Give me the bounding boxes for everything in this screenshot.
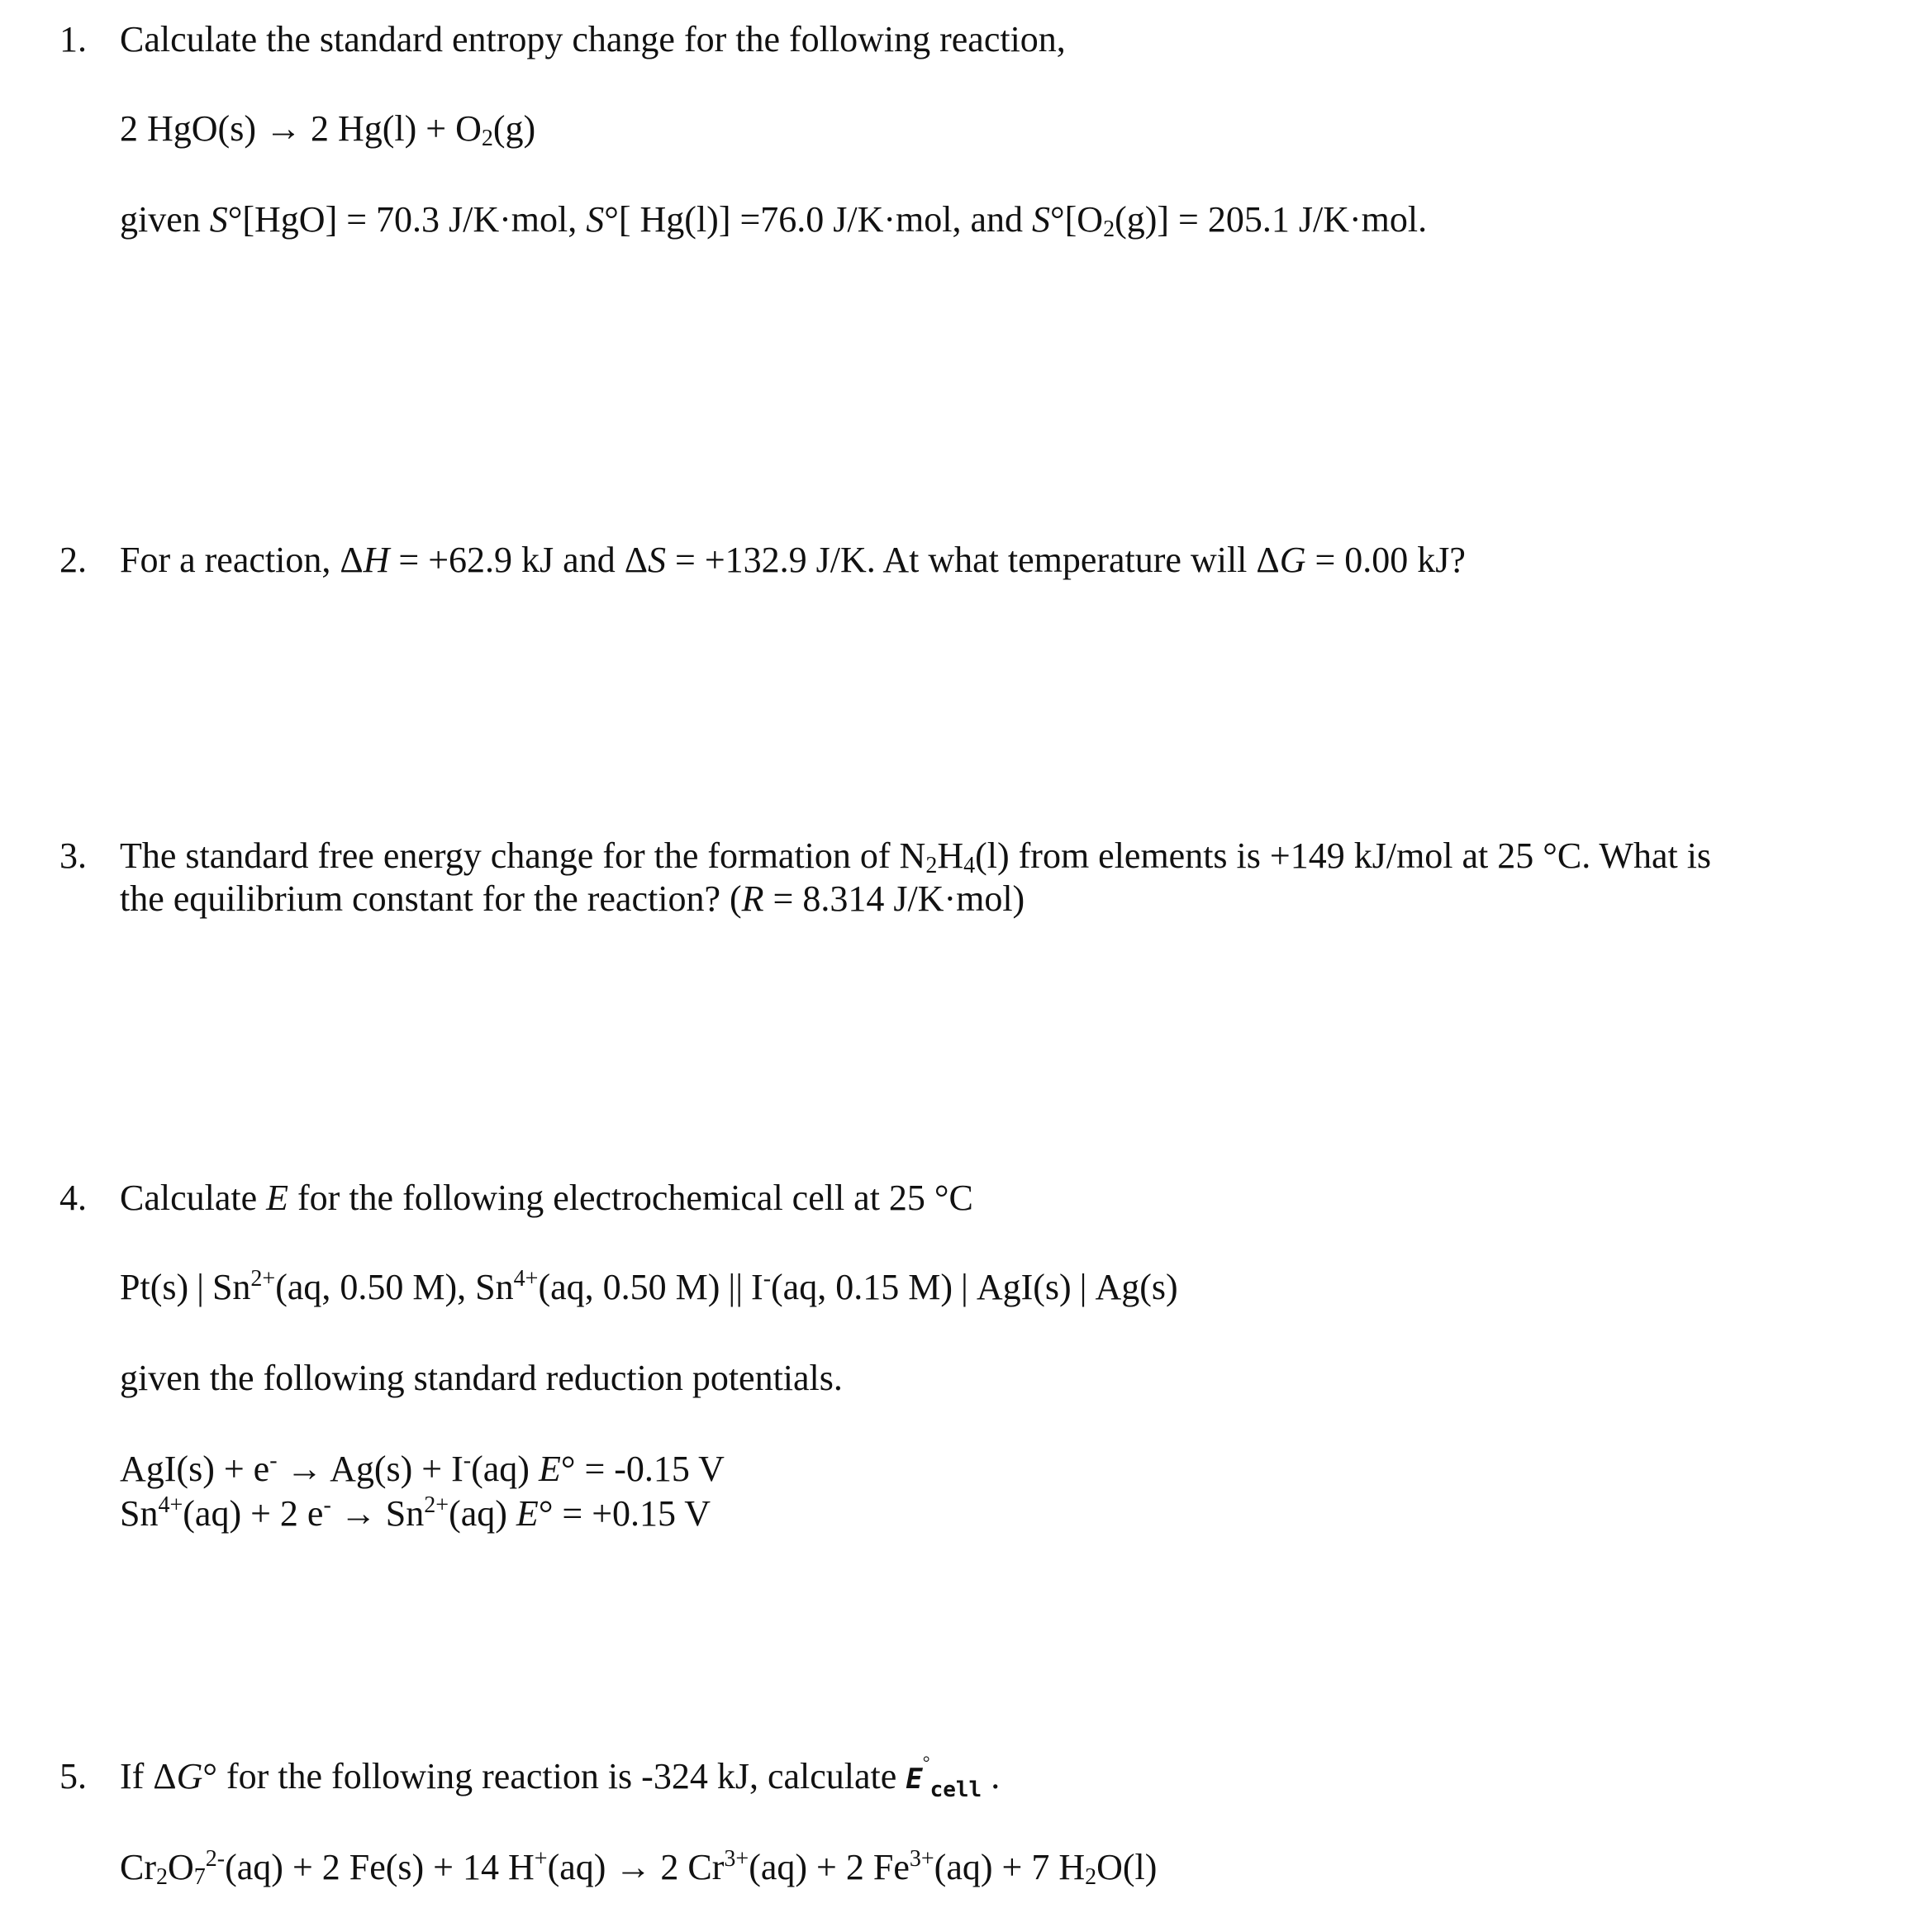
q5-reaction: $Cr_2O_7^{2-}(aq) + 2$ Fe(s) + 14 H+(aq) → 2 $Cr^{3+}(aq) + 2$ $Fe^{3+}(aq) + 7$ $H_2O(l)$ <box>120 1846 1158 1890</box>
q5-number: 5. <box>59 1756 87 1796</box>
q4-half-reaction-1: AgI(s) + e- → Ag(s) + I-(aq) E° = -0.15 V <box>120 1448 725 1489</box>
q2-number: 2. <box>59 540 87 580</box>
q4-half-reaction-2: $Sn^{4+}(aq) + 2$ $e^- \to Sn^{2+}(aq) E^\circ = +0.15$ V <box>120 1492 711 1534</box>
ecell-symbol: $E^\circ_{cell}$ <box>906 1752 982 1802</box>
q4-prompt: Calculate E for the following electrochemical cell at 25 °C <box>120 1178 973 1218</box>
q4-number: 4. <box>59 1178 87 1218</box>
q1-given-values: given S°[HgO] = 70.3 J/K·mol, S°[ Hg(l)] =76.0 J/K·mol, and $S^\circ[O_2(g)] = 205.1$ J/K·mol. <box>120 199 1428 242</box>
q2-prompt: For a reaction, ΔH = +62.9 kJ and ΔS = +132.9 J/K. At what temperature will ΔG = 0.00 kJ? <box>120 540 1466 580</box>
q1-reaction: 2 HgO(s) → 2 $Hg(l) + O_2(g)$ <box>120 108 536 151</box>
q3-number: 3. <box>59 835 87 876</box>
q5-prompt: If ΔG° for the following reaction is -324 kJ, calculate $E^\circ_{cell}$ . <box>120 1752 1001 1802</box>
q4-cell-notation: Pt(s) | $Sn^{2+}(aq$, 0.50 M), $Sn^{4+}(aq$, 0.50 M) || I-(aq, 0.15 M) | AgI(s) | Ag(s) <box>120 1266 1178 1307</box>
q4-given: given the following standard reduction potentials. <box>120 1358 843 1398</box>
q3-prompt-line1: The standard free energy change for the formation of $N_2H_4(l)$ from elements is +149 kJ/mol at 25 °C. What is <box>120 835 1712 878</box>
q3-prompt-line2: the equilibrium constant for the reaction? (R = 8.314 J/K·mol) <box>120 878 1025 919</box>
q1-number: 1. <box>59 19 87 59</box>
q1-prompt: Calculate the standard entropy change for the following reaction, <box>120 19 1066 59</box>
